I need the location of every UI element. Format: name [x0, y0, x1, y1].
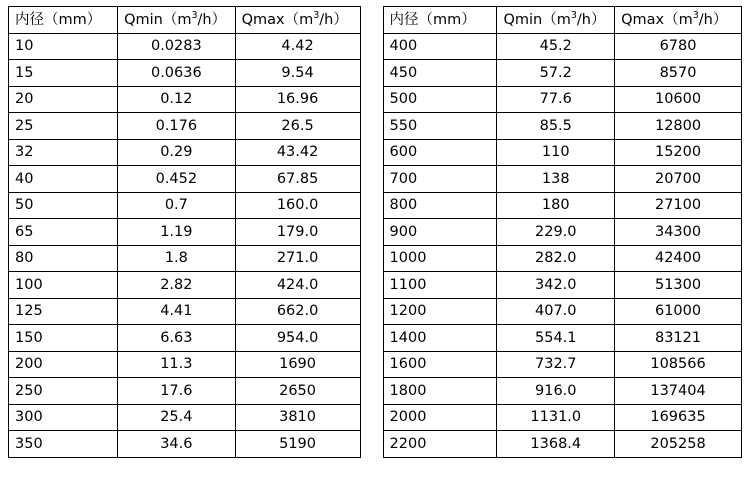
table-row: [9, 139, 361, 166]
cell-diameter: 400: [383, 33, 497, 60]
cell-qmax: 179.0: [235, 219, 360, 246]
cell-qmax: 34300: [615, 219, 742, 246]
table-row: [383, 113, 741, 140]
cell-qmax: 51300: [615, 272, 742, 299]
cell-diameter: 800: [383, 192, 497, 219]
table-row: [9, 298, 361, 325]
table-row: [383, 219, 741, 246]
cell-qmin: 554.1: [497, 325, 615, 352]
cell-qmax: 12800: [615, 113, 742, 140]
table-header-row: [383, 7, 741, 34]
cell-qmin: 229.0: [497, 219, 615, 246]
cell-qmax: 15200: [615, 139, 742, 166]
cell-diameter: 2200: [383, 431, 497, 458]
cell-qmin: 282.0: [497, 245, 615, 272]
cell-qmin: 0.7: [118, 192, 236, 219]
cell-diameter: 80: [9, 245, 118, 272]
header-qmax: [615, 7, 742, 34]
cell-qmax: 160.0: [235, 192, 360, 219]
table-row: [9, 86, 361, 113]
cell-qmin: 180: [497, 192, 615, 219]
header-qmin-label: $Qmin(m^3/h)$: [124, 9, 227, 28]
cell-diameter: 700: [383, 166, 497, 193]
cell-qmin: 0.452: [118, 166, 236, 193]
cell-qmin: 6.63: [118, 325, 236, 352]
table-body-left: [9, 33, 361, 457]
cell-qmin: 110: [497, 139, 615, 166]
cell-diameter: 2000: [383, 404, 497, 431]
cell-diameter: 1400: [383, 325, 497, 352]
cell-qmax: 3810: [235, 404, 360, 431]
table-row: [383, 245, 741, 272]
cell-qmin: 407.0: [497, 298, 615, 325]
table-row: [383, 298, 741, 325]
cell-qmax: 5190: [235, 431, 360, 458]
cell-qmin: 85.5: [497, 113, 615, 140]
cell-qmin: 11.3: [118, 351, 236, 378]
table-row: [383, 166, 741, 193]
cell-qmin: 34.6: [118, 431, 236, 458]
cell-qmax: 1690: [235, 351, 360, 378]
cell-qmin: 1.8: [118, 245, 236, 272]
cell-qmax: 662.0: [235, 298, 360, 325]
cell-diameter: 100: [9, 272, 118, 299]
table-row: [9, 219, 361, 246]
cell-qmax: 61000: [615, 298, 742, 325]
table-row: [9, 166, 361, 193]
table-row: [383, 431, 741, 458]
cell-qmin: 1131.0: [497, 404, 615, 431]
table-row: [383, 325, 741, 352]
cell-qmax: 8570: [615, 60, 742, 87]
cell-diameter: 20: [9, 86, 118, 113]
cell-qmin: 77.6: [497, 86, 615, 113]
table-row: [383, 33, 741, 60]
cell-qmax: 205258: [615, 431, 742, 458]
cell-qmin: 0.176: [118, 113, 236, 140]
cell-diameter: 50: [9, 192, 118, 219]
cell-qmax: 271.0: [235, 245, 360, 272]
table-row: [9, 404, 361, 431]
header-qmin: [497, 7, 615, 34]
cell-qmax: 27100: [615, 192, 742, 219]
table-row: [383, 404, 741, 431]
table-row: [9, 113, 361, 140]
cell-qmin: 138: [497, 166, 615, 193]
cell-diameter: 600: [383, 139, 497, 166]
cell-qmax: 6780: [615, 33, 742, 60]
table-header-row: [9, 7, 361, 34]
cell-qmax: 9.54: [235, 60, 360, 87]
cell-qmax: 10600: [615, 86, 742, 113]
header-qmin: [118, 7, 236, 34]
table-row: [383, 60, 741, 87]
cell-diameter: 1200: [383, 298, 497, 325]
table-row: [383, 139, 741, 166]
table-header-left: [9, 7, 361, 34]
flow-table-right: [383, 6, 742, 458]
table-row: [9, 192, 361, 219]
cell-qmax: 424.0: [235, 272, 360, 299]
header-qmax-label: $Qmax(m^3/h)$: [241, 9, 348, 28]
table-row: [9, 245, 361, 272]
flow-table-left: [8, 6, 361, 458]
table-row: [383, 351, 741, 378]
cell-qmin: 17.6: [118, 378, 236, 405]
cell-qmin: 732.7: [497, 351, 615, 378]
table-row: [383, 86, 741, 113]
cell-qmax: 954.0: [235, 325, 360, 352]
cell-qmin: 1368.4: [497, 431, 615, 458]
table-row: [9, 431, 361, 458]
table-row: [9, 325, 361, 352]
cell-diameter: 200: [9, 351, 118, 378]
table-row: [383, 192, 741, 219]
cell-diameter: 500: [383, 86, 497, 113]
cell-diameter: 1100: [383, 272, 497, 299]
cell-qmax: 67.85: [235, 166, 360, 193]
cell-qmin: 916.0: [497, 378, 615, 405]
cell-qmax: 43.42: [235, 139, 360, 166]
cell-diameter: 250: [9, 378, 118, 405]
table-row: [9, 272, 361, 299]
table-row: [9, 60, 361, 87]
header-qmax-label: $Qmax(m^3/h)$: [621, 9, 728, 28]
cell-diameter: 32: [9, 139, 118, 166]
header-qmin-label: $Qmin(m^3/h)$: [503, 9, 606, 28]
cell-qmin: 45.2: [497, 33, 615, 60]
cell-qmin: 0.29: [118, 139, 236, 166]
header-diameter: [9, 7, 118, 34]
table-row: [383, 272, 741, 299]
cell-qmax: 137404: [615, 378, 742, 405]
header-diameter: [383, 7, 497, 34]
table-body-right: [383, 33, 741, 457]
cell-qmax: 20700: [615, 166, 742, 193]
cell-diameter: 350: [9, 431, 118, 458]
table-row: [9, 378, 361, 405]
cell-diameter: 900: [383, 219, 497, 246]
cell-qmin: 0.12: [118, 86, 236, 113]
cell-qmin: 25.4: [118, 404, 236, 431]
cell-qmin: 4.41: [118, 298, 236, 325]
cell-qmin: 57.2: [497, 60, 615, 87]
table-row: [9, 33, 361, 60]
cell-qmin: 0.0636: [118, 60, 236, 87]
cell-qmax: 42400: [615, 245, 742, 272]
cell-qmax: 26.5: [235, 113, 360, 140]
cell-diameter: 150: [9, 325, 118, 352]
cell-qmin: 2.82: [118, 272, 236, 299]
cell-diameter: 65: [9, 219, 118, 246]
cell-diameter: 1000: [383, 245, 497, 272]
cell-diameter: 10: [9, 33, 118, 60]
cell-diameter: 300: [9, 404, 118, 431]
header-diameter-label: 内径（mm）: [389, 11, 476, 28]
header-qmax: [235, 7, 360, 34]
cell-qmin: 1.19: [118, 219, 236, 246]
cell-qmin: 0.0283: [118, 33, 236, 60]
table-row: [383, 378, 741, 405]
cell-qmax: 83121: [615, 325, 742, 352]
cell-qmax: 16.96: [235, 86, 360, 113]
cell-qmax: 108566: [615, 351, 742, 378]
cell-diameter: 450: [383, 60, 497, 87]
table-header-right: [383, 7, 741, 34]
cell-qmax: 4.42: [235, 33, 360, 60]
table-row: [9, 351, 361, 378]
cell-qmin: 342.0: [497, 272, 615, 299]
cell-diameter: 15: [9, 60, 118, 87]
cell-qmax: 169635: [615, 404, 742, 431]
cell-diameter: 125: [9, 298, 118, 325]
cell-diameter: 1800: [383, 378, 497, 405]
cell-diameter: 550: [383, 113, 497, 140]
cell-diameter: 25: [9, 113, 118, 140]
cell-diameter: 40: [9, 166, 118, 193]
cell-diameter: 1600: [383, 351, 497, 378]
cell-qmax: 2650: [235, 378, 360, 405]
header-diameter-label: 内径（mm）: [15, 11, 102, 28]
